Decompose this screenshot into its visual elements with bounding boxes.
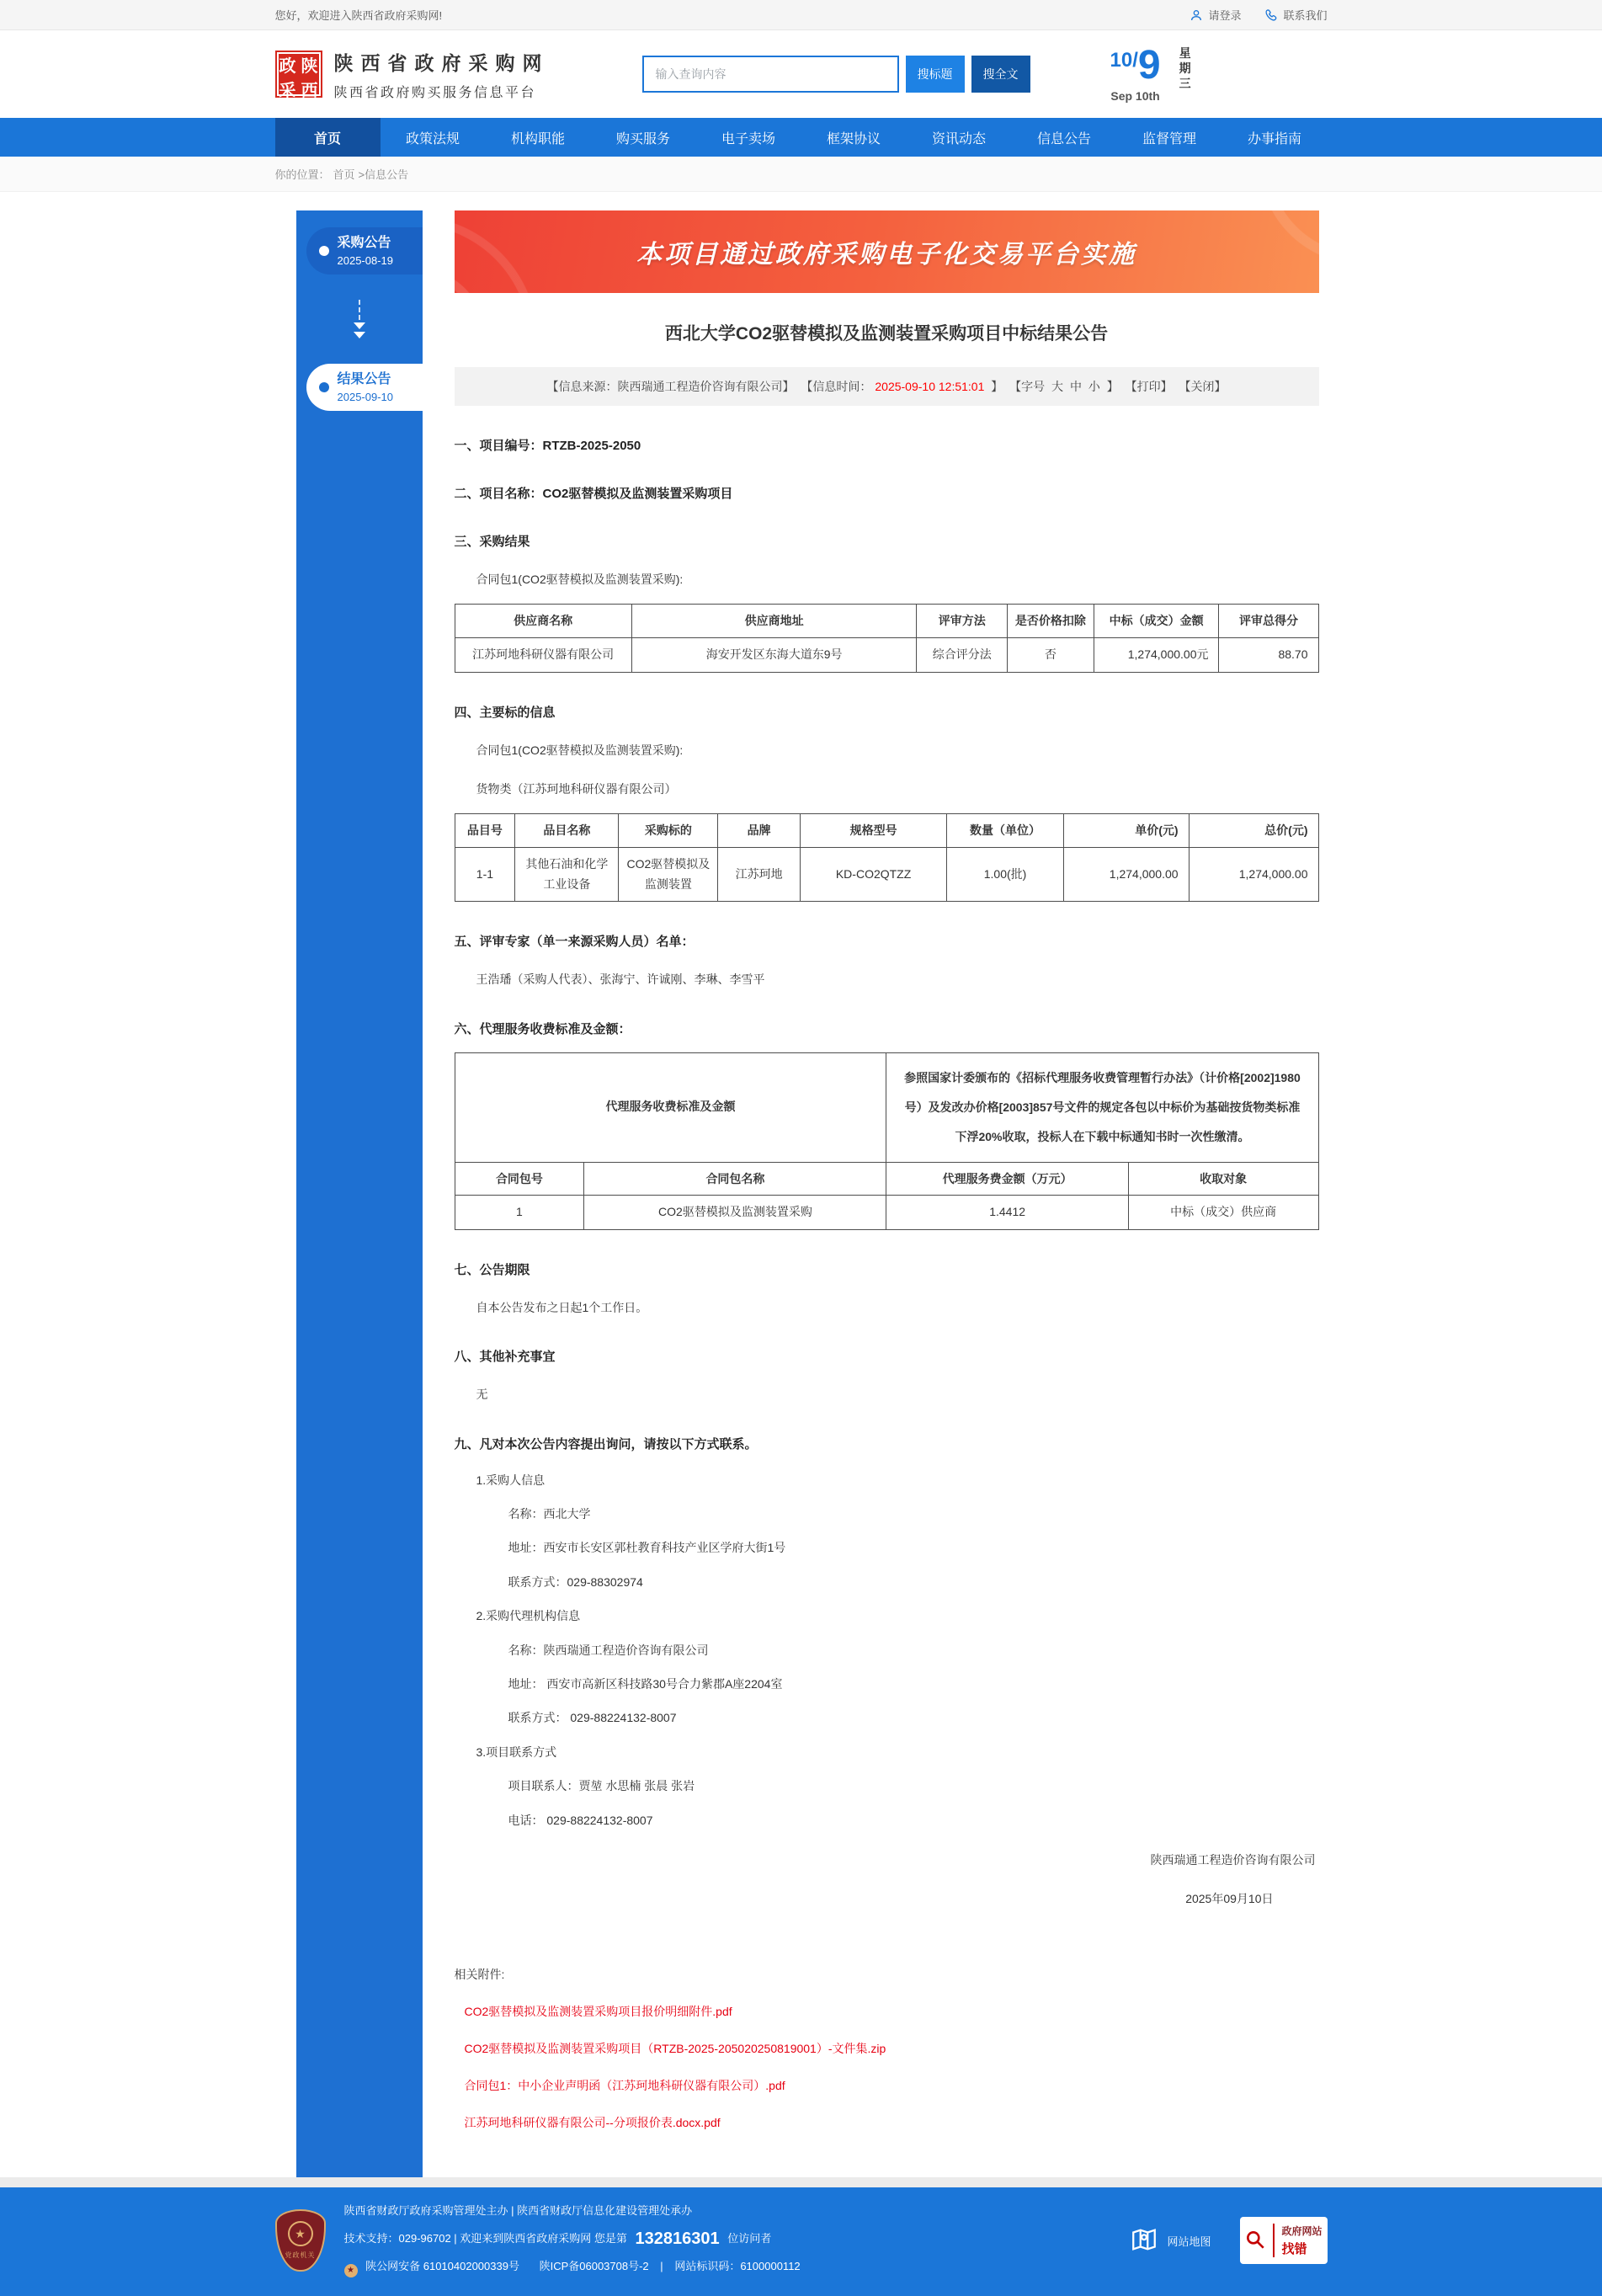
contact-us-label: 联系我们 [1283,9,1328,22]
buyer-name: 名称：西北大学 [508,1507,591,1521]
font-size-label-close: 】 [1106,380,1119,393]
nav-item-policies[interactable]: 政策法规 [405,131,460,146]
fee-standard-text-cell: 参照国家计委颁布的《招标代理服务收费管理暂行办法》（计价格[2002]1980号）及发改办价格[2003]857号文件的规定各包以中标价为基础按货物类标准下浮20%收取，投标人在下载中标通知书时一次性缴清。 [886,1052,1318,1162]
attachments-section [455,1966,1319,2131]
table-cell: 江苏珂地 [718,847,800,902]
section-8-other-matters: 八、其他补充事宜 [454,1350,556,1365]
article-meta-bar [455,367,1319,406]
table-cell: 1,274,000.00 [1063,847,1189,902]
footer-divider [0,2177,1602,2187]
close-button[interactable]: 【关闭】 [1179,380,1227,393]
site-footer [0,2187,1602,2296]
search-fulltext-button[interactable]: 搜全文 [971,56,1030,93]
section-4-subject-info: 四、主要标的信息 [454,705,556,720]
table-header-cell: 供应商地址 [631,605,917,637]
table-cell: 否 [1008,637,1094,672]
table-header-cell: 代理服务费金额（万元） [886,1162,1128,1195]
breadcrumb-label: 你的位置： [274,168,330,181]
banner-text: 本项目通过政府采购电子化交易平台实施 [636,241,1136,269]
table-header-cell: 品目名称 [515,814,619,847]
search-title-button[interactable]: 搜标题 [906,56,965,93]
table-header-cell: 单价(元) [1063,814,1189,847]
table-cell: 88.70 [1219,637,1318,672]
table-header-cell: 品目号 [455,814,515,847]
contact-info-block [455,1471,1319,1830]
magnifier-icon [1244,2229,1266,2253]
other-matters-body: 无 [476,1388,488,1402]
font-size-large-button[interactable]: 大 [1051,380,1064,393]
login-label: 请登录 [1208,9,1242,22]
agency-phone: 联系方式： 029-88224132-8007 [508,1711,677,1725]
emblem-label: 党政机关 [285,2251,316,2260]
table-cell: 其他石油和化学工业设备 [515,847,619,902]
date-day: 9 [1137,43,1161,88]
site-code: 网站标识码：6100000112 [674,2259,801,2272]
signature-block [455,1851,1319,1907]
site-subtitle: 陕西省政府购买服务信息平台 [333,85,537,100]
table-header-cell: 数量（单位） [947,814,1064,847]
site-header [0,30,1602,118]
table-header-cell: 合同包号 [455,1162,584,1195]
font-size-medium-button[interactable]: 中 [1069,380,1082,393]
info-time-prefix: 【信息时间： [801,380,872,393]
nav-item-supervision[interactable]: 监督管理 [1142,131,1196,146]
date-english: Sep 10th [1110,89,1160,103]
info-source: 【信息来源：陕西瑞通工程造价咨询有限公司】 [546,380,795,393]
project-contact-person: 项目联系人：贾堃 水思楠 张晨 张岩 [508,1779,695,1793]
section-2-project-name: 二、项目名称：CO2驱替模拟及监测装置采购项目 [454,487,733,501]
buyer-info-title: 1.采购人信息 [476,1473,546,1487]
table-cell: 1 [455,1196,584,1230]
table-header-cell: 合同包名称 [584,1162,886,1195]
sidebar-item-result-announcement[interactable]: 结果公告 2025-09-10 [306,364,423,411]
table-row [455,847,1318,902]
date-month: 10/ [1110,49,1138,72]
search-bar [642,56,1030,93]
section-7-announcement-period: 七、公告期限 [454,1262,530,1277]
table-header-cell: 中标（成交）金额 [1094,605,1219,637]
info-time: 2025-09-10 12:51:01 [875,380,985,393]
weekday-label: 星期三 [1179,46,1191,90]
breadcrumb-bar [0,157,1602,192]
attachments-label: 相关附件: [454,1968,505,1981]
main-area [0,192,1602,2177]
gov-site-error-report-badge[interactable]: 政府网站 找错 [1240,2217,1328,2264]
sidebar-item-procurement-announcement[interactable]: 采购公告 2025-08-19 [306,227,423,274]
visitor-count: 132816301 [635,2229,720,2248]
table-cell: 1.4412 [886,1196,1128,1230]
attachment-link[interactable]: 江苏珂地科研仪器有限公司--分项报价表.docx.pdf [464,2116,721,2129]
table-header-cell: 评审总得分 [1219,605,1318,637]
date-widget [1110,45,1193,103]
attachment-link[interactable]: CO2驱替模拟及监测装置采购项目报价明细附件.pdf [464,2005,732,2018]
announcement-article [455,210,1319,2177]
table-header-cell: 是否价格扣除 [1008,605,1094,637]
contract-package-line: 合同包1(CO2驱替模拟及监测装置采购): [476,743,684,757]
table-header-cell: 评审方法 [917,605,1008,637]
top-utility-bar [0,0,1602,30]
breadcrumb-current-link[interactable]: >信息公告 [358,168,409,181]
table-cell: 海安开发区东海大道东9号 [631,637,917,672]
nav-item-home[interactable]: 首页 [275,118,381,157]
nav-item-guide[interactable]: 办事指南 [1247,131,1301,146]
e-trading-platform-banner [455,210,1319,293]
font-size-small-button[interactable]: 小 [1088,380,1100,393]
agency-fee-table [455,1052,1319,1230]
nav-item-news[interactable]: 资讯动态 [931,131,986,146]
nav-item-framework-agreements[interactable]: 框架协议 [826,131,881,146]
breadcrumb-home-link[interactable]: 首页 [333,168,355,181]
supplier-result-table [455,604,1319,672]
section-6-agency-fee: 六、代理服务收费标准及金额： [454,1021,631,1036]
section-9-contact-info: 九、凡对本次公告内容提出询问，请按以下方式联系。 [454,1436,758,1452]
bullet-dot-icon [319,246,329,256]
subject-detail-table [455,813,1319,902]
section-3-procurement-result: 三、采购结果 [454,535,530,549]
table-row [455,1196,1318,1230]
project-contact-phone: 电话： 029-88224132-8007 [508,1813,653,1827]
attachment-link[interactable]: 合同包1：中小企业声明函（江苏珂地科研仪器有限公司）.pdf [464,2079,785,2092]
welcome-text: 您好，欢迎进入陕西省政府采购网! [274,9,443,22]
signature-date: 2025年09月10日 [1185,1892,1274,1905]
table-cell: 1-1 [455,847,515,902]
police-badge-icon: ★ [344,2264,358,2277]
print-button[interactable]: 【打印】 [1125,380,1173,393]
login-link[interactable] [1190,7,1241,23]
table-header-cell: 品牌 [718,814,800,847]
signature-company: 陕西瑞通工程造价咨询有限公司 [1150,1853,1316,1867]
table-header-cell: 供应商名称 [455,605,631,637]
contract-package-line: 合同包1(CO2驱替模拟及监测装置采购): [476,573,684,586]
footer-record-line: ★ 陕公网安备 61010402000339号 陕ICP备06003708号-2 | 网站标识码：6100000112 [344,2260,1131,2277]
sitemap-link[interactable]: 网站地图 [1130,2225,1211,2256]
person-icon [1190,8,1203,22]
announcement-period-body: 自本公告发布之日起1个工作日。 [476,1300,648,1314]
map-icon [1130,2225,1158,2256]
announcement-timeline-sidebar [296,210,423,2177]
expert-names: 王浩璠（采购人代表）、张海宁、许诚刚、李琳、李雪平 [476,972,765,987]
agency-info-title: 2.采购代理机构信息 [476,1609,581,1623]
info-time-suffix: 】 [991,380,1003,393]
table-cell: 中标（成交）供应商 [1128,1196,1318,1230]
main-nav [0,118,1602,157]
table-header-cell: 采购标的 [619,814,718,847]
phone-icon [1264,8,1278,22]
nav-item-purchase-services[interactable]: 购买服务 [615,131,670,146]
bullet-dot-icon [319,382,329,392]
fee-standard-label-cell: 代理服务收费标准及金额 [455,1052,886,1162]
seal-logo-icon: 政 陕 采 西 [275,51,322,98]
table-cell: CO2驱替模拟及监测装置采购 [584,1196,886,1230]
search-input[interactable] [642,56,899,93]
nav-item-e-marketplace[interactable]: 电子卖场 [721,131,775,146]
site-logo[interactable] [275,48,550,101]
table-header-cell: 收取对象 [1128,1162,1318,1195]
goods-category-line: 货物类（江苏珂地科研仪器有限公司） [476,781,677,796]
section-5-experts: 五、评审专家（单一来源采购人员）名单： [454,935,695,950]
flow-arrow-down-icon [296,300,423,338]
site-title: 陕西省政府采购网 [333,51,550,74]
nav-item-announcements[interactable]: 信息公告 [1036,131,1091,146]
section-1-project-number: 一、项目编号：RTZB-2025-2050 [454,439,641,453]
table-cell: 1,274,000.00 [1189,847,1318,902]
footer-sponsor-line: 陕西省财政厅政府采购管理处主办 | 陕西省财政厅信息化建设管理处承办 [343,2204,693,2217]
security-record-link[interactable]: 陕公网安备 61010402000339号 [365,2259,519,2272]
attachment-link[interactable]: CO2驱替模拟及监测装置采购项目（RTZB-2025-205020250819001）-文件集.zip [464,2042,886,2055]
table-cell: 1,274,000.00元 [1094,637,1219,672]
buyer-phone: 联系方式：029-88302974 [508,1574,643,1589]
agency-address: 地址： 西安市高新区科技路30号合力紫郡A座2204室 [508,1677,783,1691]
font-size-label: 【字号 [1009,380,1046,393]
party-government-emblem-icon: ★ 党政机关 [275,2209,326,2272]
agency-name: 名称：陕西瑞通工程造价咨询有限公司 [508,1643,709,1657]
contact-us-link[interactable] [1264,7,1327,23]
table-cell: CO2驱替模拟及监测装置 [619,847,718,902]
table-cell: KD-CO2QTZZ [800,847,946,902]
table-cell: 江苏珂地科研仪器有限公司 [455,637,631,672]
icp-record-link[interactable]: 陕ICP备06003708号-2 [539,2259,649,2272]
table-header-cell: 总价(元) [1189,814,1318,847]
buyer-address: 地址：西安市长安区郭杜教育科技产业区学府大街1号 [508,1541,786,1555]
table-row [455,637,1318,672]
page-title: 西北大学CO2驱替模拟及监测装置采购项目中标结果公告 [664,324,1109,344]
nav-item-functions[interactable]: 机构职能 [510,131,565,146]
footer-support-line: 技术支持：029-96702 | 欢迎来到陕西省政府采购网 您是第 132816301 位访问者 [343,2229,772,2248]
table-header-cell: 规格型号 [800,814,946,847]
table-cell: 1.00(批) [947,847,1064,902]
table-cell: 综合评分法 [917,637,1008,672]
project-contact-title: 3.项目联系方式 [476,1745,557,1759]
